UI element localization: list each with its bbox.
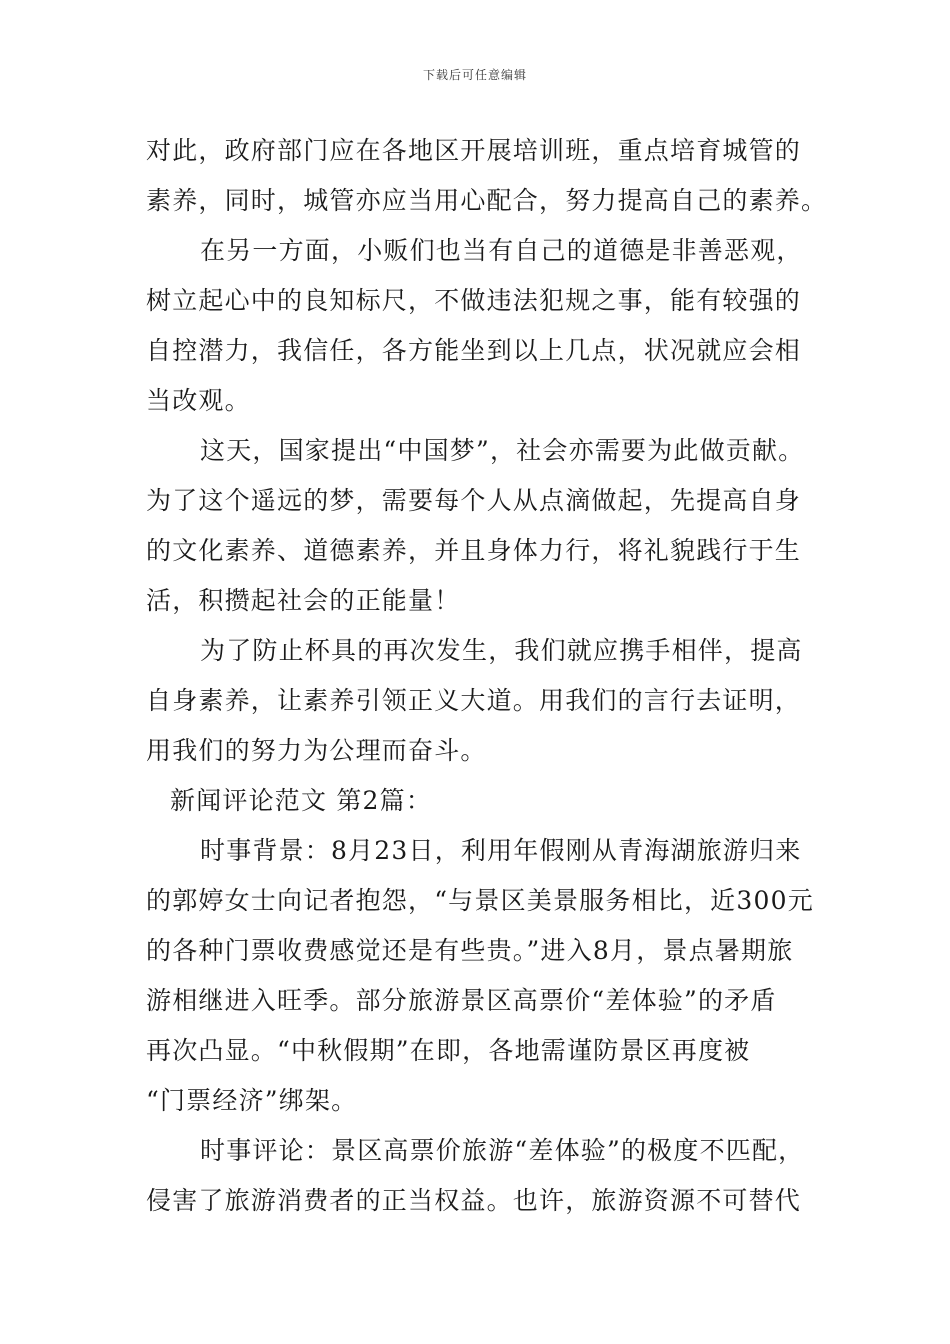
text-line: 当改观。 — [146, 386, 251, 415]
paragraph-start: 这天，国家提出“中国梦”，社会亦需要为此做贡献。 — [200, 436, 805, 465]
text-line: 侵害了旅游消费者的正当权益。也许，旅游资源不可替代 — [146, 1186, 802, 1215]
page-header-note: 下载后可任意编辑 — [422, 68, 527, 82]
text-line: 为了这个遥远的梦，需要每个人从点滴做起，先提高自身 — [146, 486, 802, 515]
paragraph-start: 为了防止杯具的再次发生，我们就应携手相伴，提高 — [200, 636, 803, 665]
text-line: 再次凸显。“中秋假期”在即，各地需谨防景区再度被 — [146, 1036, 751, 1065]
paragraph-start: 在另一方面，小贩们也当有自己的道德是非善恶观， — [200, 236, 803, 265]
text-line: 素养，同时，城管亦应当用心配合，努力提高自己的素养。 — [146, 186, 828, 215]
text-line: 用我们的努力为公理而奋斗。 — [146, 736, 487, 765]
section-heading: 新闻评论范文 第2篇： — [170, 786, 433, 815]
text-line: 的文化素养、道德素养，并且身体力行，将礼貌践行于生 — [146, 536, 802, 565]
text-line: 的郭婷女士向记者抱怨，“与景区美景服务相比，近300元 — [146, 886, 814, 915]
text-line: 的各种门票收费感觉还是有些贵。”进入8月，景点暑期旅 — [146, 936, 794, 965]
document-body — [146, 126, 826, 1226]
paragraph-start: 时事背景：8月23日，利用年假刚从青海湖旅游归来 — [200, 836, 802, 865]
text-line: 对此，政府部门应在各地区开展培训班，重点培育城管的 — [146, 136, 802, 165]
paragraph-start: 时事评论：景区高票价旅游“差体验”的极度不匹配， — [200, 1136, 805, 1165]
text-line: 游相继进入旺季。部分旅游景区高票价“差体验”的矛盾 — [146, 986, 777, 1015]
text-line: 活，积攒起社会的正能量！ — [146, 586, 461, 615]
text-line: 自控潜力，我信任，各方能坐到以上几点，状况就应会相 — [146, 336, 802, 365]
text-line: “门票经济”绑架。 — [146, 1086, 358, 1115]
text-line: 自身素养，让素养引领正义大道。用我们的言行去证明， — [146, 686, 802, 715]
text-line: 树立起心中的良知标尺，不做违法犯规之事，能有较强的 — [146, 286, 802, 315]
